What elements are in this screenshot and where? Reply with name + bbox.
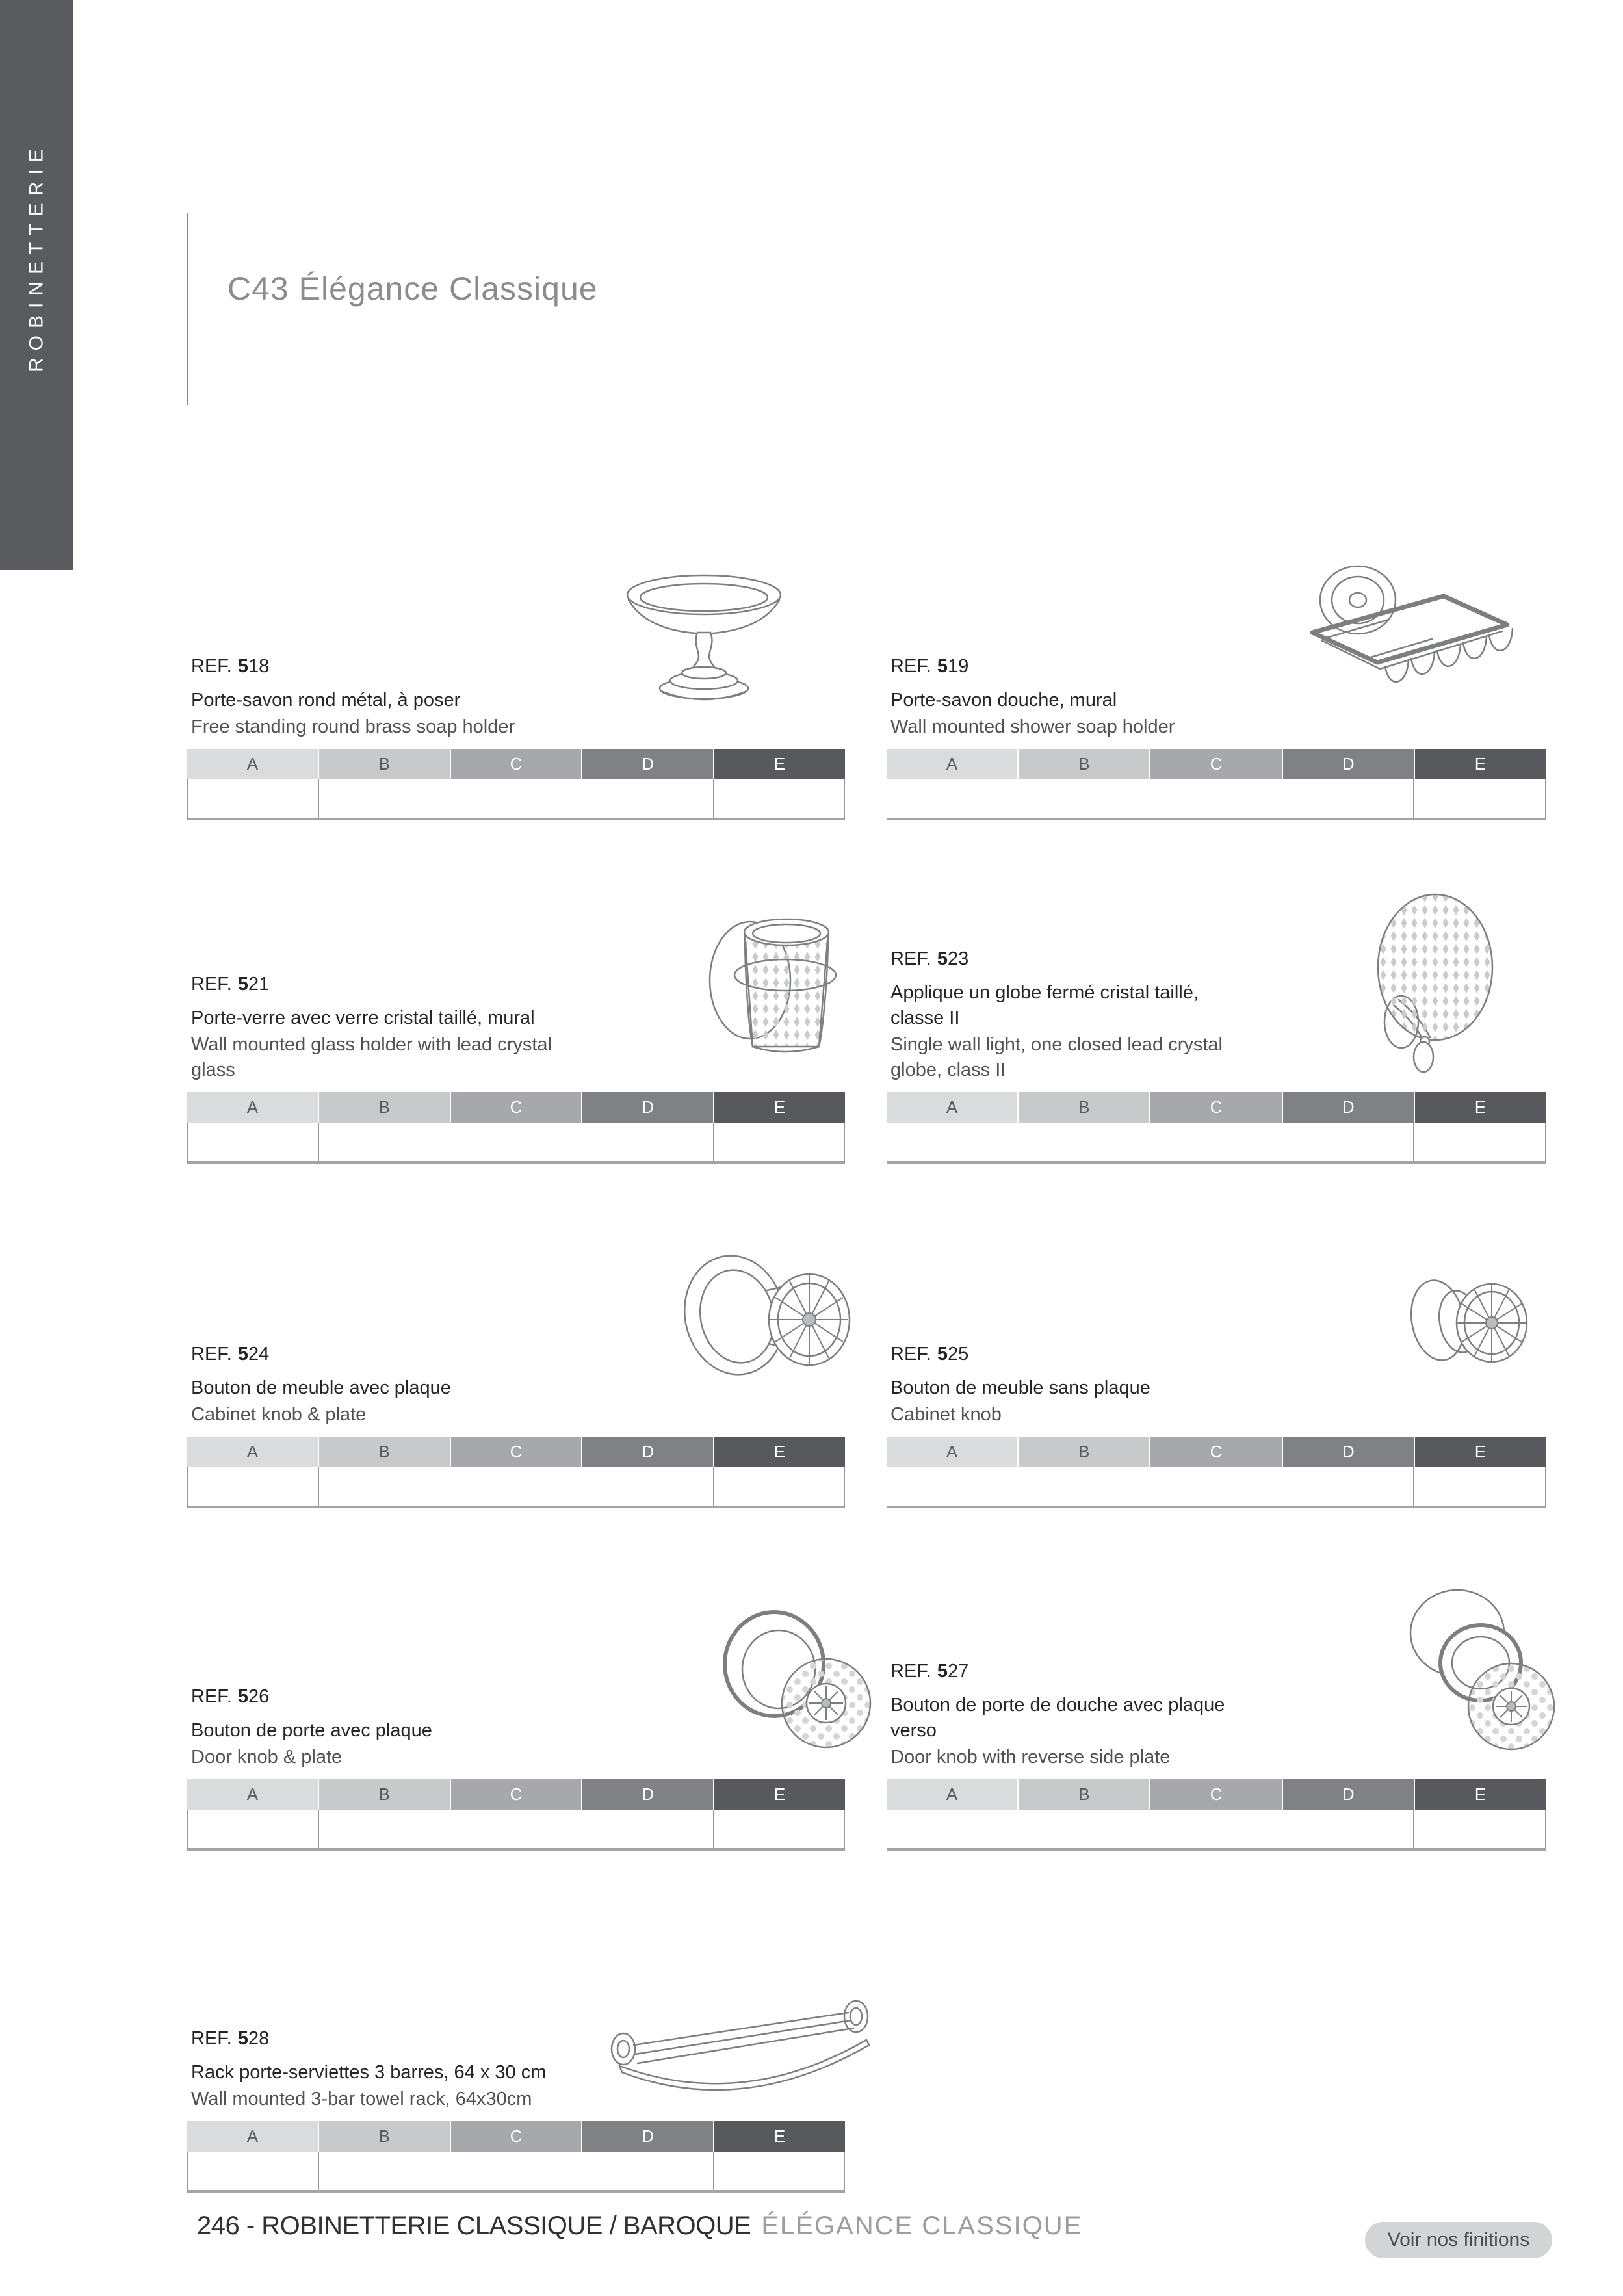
product-info (890, 656, 1175, 740)
finish-table-header (187, 749, 845, 779)
product-info (191, 1344, 451, 1428)
finish-cell (188, 779, 318, 818)
finish-cell (582, 1123, 713, 1161)
product-card-523 (887, 891, 1546, 1164)
product-ref: REF. 523 (890, 948, 969, 969)
finish-cell (713, 1123, 844, 1161)
title-rule (187, 213, 188, 405)
finish-cell (1150, 1123, 1282, 1161)
product-info (191, 2028, 546, 2112)
finish-table (887, 749, 1546, 820)
finish-cell (318, 2152, 450, 2190)
finish-cell (887, 1810, 1019, 1848)
product-info (191, 656, 515, 740)
product-info (890, 948, 1223, 1083)
finish-table-body (187, 2152, 845, 2193)
finish-column-d: D (582, 749, 713, 779)
finish-column-b: B (1019, 1092, 1149, 1123)
finish-table-body (187, 779, 845, 820)
finish-column-c: C (451, 2121, 582, 2152)
product-ref: REF. 524 (191, 1344, 270, 1364)
finish-column-e: E (1415, 1779, 1546, 1810)
footer-collection-name: ÉLÉGANCE CLASSIQUE (761, 2211, 1083, 2240)
finish-column-b: B (319, 1437, 450, 1467)
finish-cell (318, 1123, 450, 1161)
finish-column-b: B (1019, 1437, 1149, 1467)
finish-cell (1019, 1810, 1150, 1848)
finish-table (887, 1092, 1546, 1164)
view-finishes-button[interactable]: Voir nos finitions (1365, 2222, 1552, 2258)
finish-table-header (887, 1092, 1546, 1123)
finish-cell (188, 1123, 318, 1161)
product-ref: REF. 518 (191, 656, 270, 677)
finish-column-c: C (451, 749, 582, 779)
product-desc-fr: Porte-savon rond métal, à poser (191, 690, 461, 711)
finish-column-b: B (1019, 1779, 1149, 1810)
product-card-519 (887, 556, 1546, 820)
finish-column-e: E (714, 749, 845, 779)
footer-page-info: 246 - ROBINETTERIE CLASSIQUE / BAROQUE (197, 2211, 751, 2240)
finish-cell (1019, 779, 1150, 818)
finish-cell (1150, 1810, 1282, 1848)
product-card-527 (887, 1586, 1546, 1851)
finish-table-body (887, 1467, 1546, 1508)
finish-cell (318, 1467, 450, 1506)
product-ref: REF. 527 (890, 1661, 969, 1682)
finish-column-a: A (887, 749, 1017, 779)
finish-column-e: E (1415, 749, 1546, 779)
finish-cell (450, 1467, 581, 1506)
finish-column-a: A (887, 1779, 1017, 1810)
finish-column-c: C (1150, 1437, 1281, 1467)
product-desc-fr: Bouton de meuble avec plaque (191, 1377, 451, 1398)
finish-cell (1282, 779, 1414, 818)
product-info (191, 974, 552, 1083)
cabinet-knob-illustration (1397, 1263, 1540, 1380)
crystal-globe-wall-light-illustration (1326, 891, 1514, 1076)
finish-column-d: D (1283, 749, 1414, 779)
finish-column-e: E (714, 1437, 845, 1467)
finish-cell (318, 779, 450, 818)
finish-table-header (187, 1092, 845, 1123)
finish-cell (887, 779, 1019, 818)
finish-cell (582, 1467, 713, 1506)
finish-table-header (887, 749, 1546, 779)
finish-column-d: D (1283, 1437, 1414, 1467)
product-ref: REF. 519 (890, 656, 969, 677)
finish-column-c: C (451, 1437, 582, 1467)
finish-table-header (187, 1437, 845, 1467)
finish-cell (1019, 1123, 1150, 1161)
finish-cell (450, 1123, 581, 1161)
product-desc-fr: Porte-verre avec verre cristal taillé, mural (191, 1008, 535, 1028)
finish-table-header (187, 1779, 845, 1810)
three-bar-towel-rack-illustration (606, 1983, 873, 2120)
finish-cell (1413, 1123, 1545, 1161)
finish-column-c: C (1150, 1092, 1281, 1123)
finish-column-d: D (1283, 1779, 1414, 1810)
finish-table-body (887, 1123, 1546, 1164)
finish-cell (713, 779, 844, 818)
finish-cell (1413, 1467, 1545, 1506)
finish-column-a: A (187, 1437, 318, 1467)
finish-column-e: E (714, 1779, 845, 1810)
finish-column-e: E (714, 1092, 845, 1123)
product-desc-en: Single wall light, one closed lead crystal globe, class II (890, 1034, 1223, 1080)
finish-column-b: B (319, 1779, 450, 1810)
finish-cell (188, 1810, 318, 1848)
finish-cell (1150, 779, 1282, 818)
finish-cell (1282, 1810, 1414, 1848)
finish-column-a: A (187, 1092, 318, 1123)
finish-column-c: C (451, 1779, 582, 1810)
finish-column-c: C (1150, 1779, 1281, 1810)
finish-cell (1282, 1123, 1414, 1161)
finish-cell (450, 1810, 581, 1848)
finish-cell (887, 1123, 1019, 1161)
page-footer (197, 2211, 1082, 2241)
finish-column-d: D (582, 1437, 713, 1467)
finish-cell (1019, 1467, 1150, 1506)
product-info (890, 1344, 1150, 1428)
finish-table (187, 2121, 845, 2193)
product-ref: REF. 526 (191, 1686, 270, 1707)
finish-column-e: E (1415, 1092, 1546, 1123)
finish-cell (1413, 1810, 1545, 1848)
product-card-528 (187, 1976, 845, 2193)
product-desc-fr: Bouton de porte de douche avec plaque verso (890, 1695, 1225, 1741)
finish-table-header (187, 2121, 845, 2152)
finish-table (187, 1092, 845, 1164)
finish-cell (1150, 1467, 1282, 1506)
finish-column-d: D (582, 1092, 713, 1123)
product-card-524 (187, 1251, 845, 1508)
crystal-tumbler-holder-illustration (688, 898, 847, 1067)
finish-table-body (887, 779, 1546, 820)
product-desc-en: Cabinet knob (890, 1404, 1002, 1425)
finish-cell (450, 779, 581, 818)
finish-cell (1282, 1467, 1414, 1506)
finish-column-a: A (187, 749, 318, 779)
product-desc-fr: Bouton de meuble sans plaque (890, 1377, 1150, 1398)
finish-column-b: B (319, 749, 450, 779)
finish-column-a: A (887, 1092, 1017, 1123)
finish-column-a: A (887, 1437, 1017, 1467)
product-desc-fr: Bouton de porte avec plaque (191, 1720, 432, 1741)
sidebar-section-label: ROBINETTERIE (25, 142, 47, 372)
product-desc-en: Wall mounted shower soap holder (890, 716, 1175, 737)
product-card-525 (887, 1251, 1546, 1508)
product-desc-fr: Rack porte-serviettes 3 barres, 64 x 30 cm (191, 2062, 547, 2083)
page-title: C43 Élégance Classique (227, 270, 598, 307)
finish-table-header (887, 1437, 1546, 1467)
product-desc-en: Door knob & plate (191, 1747, 343, 1768)
finish-cell (887, 1467, 1019, 1506)
sidebar (0, 0, 73, 570)
finish-cell (318, 1810, 450, 1848)
finish-table-body (887, 1810, 1546, 1851)
product-info (890, 1661, 1225, 1770)
cabinet-knob-with-plate-illustration (669, 1251, 864, 1385)
product-card-526 (187, 1586, 845, 1851)
product-desc-fr: Applique un globe fermé cristal taillé, classe II (890, 982, 1199, 1028)
finish-column-d: D (582, 2121, 713, 2152)
finish-column-d: D (1283, 1092, 1414, 1123)
finish-table (187, 1437, 845, 1508)
finish-cell (450, 2152, 581, 2190)
finish-cell (188, 1467, 318, 1506)
finish-cell (1413, 779, 1545, 818)
product-card-518 (187, 556, 845, 820)
finish-cell (582, 2152, 713, 2190)
finish-table-body (187, 1810, 845, 1851)
pedestal-soap-dish-illustration (606, 561, 801, 709)
finish-column-a: A (187, 1779, 318, 1810)
shower-door-knob-illustration (1397, 1586, 1566, 1758)
finish-column-c: C (451, 1092, 582, 1123)
product-desc-en: Free standing round brass soap holder (191, 716, 515, 737)
finish-table-body (187, 1123, 845, 1164)
product-desc-en: Wall mounted 3-bar towel rack, 64x30cm (191, 2089, 532, 2109)
finish-column-c: C (1150, 749, 1281, 779)
finish-table (187, 749, 845, 820)
finish-column-a: A (187, 2121, 318, 2152)
finish-table-header (887, 1779, 1546, 1810)
product-desc-en: Door knob with reverse side plate (890, 1747, 1171, 1768)
finish-column-b: B (319, 2121, 450, 2152)
wire-shower-basket-illustration (1293, 556, 1517, 700)
finish-cell (582, 1810, 713, 1848)
product-ref: REF. 528 (191, 2028, 270, 2049)
finish-cell (713, 1810, 844, 1848)
finish-cell (188, 2152, 318, 2190)
finish-table-body (187, 1467, 845, 1508)
finish-cell (713, 2152, 844, 2190)
product-desc-en: Cabinet knob & plate (191, 1404, 367, 1425)
finish-cell (582, 779, 713, 818)
finish-cell (713, 1467, 844, 1506)
door-knob-with-plate-illustration (707, 1607, 876, 1753)
finish-table (187, 1779, 845, 1851)
finish-column-b: B (319, 1092, 450, 1123)
product-ref: REF. 525 (890, 1344, 969, 1364)
product-ref: REF. 521 (191, 974, 270, 995)
finish-column-d: D (582, 1779, 713, 1810)
finish-table (887, 1779, 1546, 1851)
product-desc-en: Wall mounted glass holder with lead crystal glass (191, 1034, 552, 1080)
product-card-521 (187, 891, 845, 1164)
finish-table (887, 1437, 1546, 1508)
finish-column-e: E (714, 2121, 845, 2152)
finish-column-b: B (1019, 749, 1149, 779)
product-info (191, 1686, 432, 1770)
finish-column-e: E (1415, 1437, 1546, 1467)
product-desc-fr: Porte-savon douche, mural (890, 690, 1117, 711)
